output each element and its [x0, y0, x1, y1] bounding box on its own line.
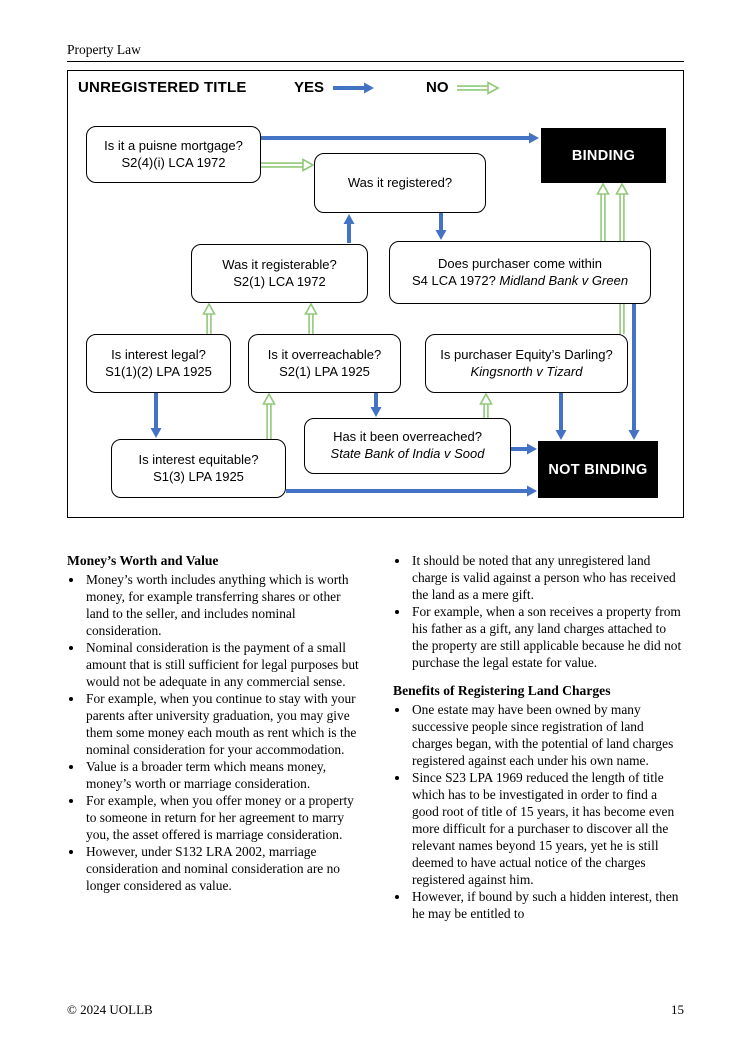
legend-no-label: NO [426, 79, 449, 96]
node-subtext: S2(1) LPA 1925 [279, 363, 370, 379]
bullet-item: • It should be noted that any unregistered land charge is valid against a person who has received the land as a mere gift. [410, 552, 685, 603]
right-column [393, 552, 685, 922]
node-overreached [304, 418, 511, 474]
footer-page-number: 15 [671, 1002, 684, 1017]
bullet-item: • Value is a broader term which means money, money’s worth or marriage consideration. [84, 758, 361, 792]
bullet-item: • For example, when a son receives a property from his father as a gift, any land charges attached to the property are still applicable because he did not purchase the legal estate for value. [410, 603, 685, 671]
yes-arrow-icon [332, 81, 378, 95]
node-was-it-registerable [191, 244, 368, 303]
node-overreachable [248, 334, 401, 393]
bullet-list [67, 571, 361, 894]
left-column [67, 552, 361, 894]
bullet-item: • Nominal consideration is the payment of a small amount that is still sufficient for legal purposes but would not be adequate in any commercial sense. [84, 639, 361, 690]
node-text: Is it overreachable? [267, 346, 382, 362]
bullet-list [393, 701, 685, 922]
flowchart-title: UNREGISTERED TITLE [78, 79, 247, 96]
bullet-item: • Since S23 LPA 1969 reduced the length of title which has to be investigated in order to find a good root of title of 15 years, it has become even more difficult for a purchaser to discover all the relevant names beyond 15 years, yet he is still deemed to have actual notice of the charges registered against him. [410, 769, 685, 888]
node-not-binding: NOT BINDING [538, 441, 658, 498]
node-text: Is it a puisne mortgage? [104, 137, 243, 153]
node-puisne-mortgage [86, 126, 261, 183]
flowchart [67, 70, 684, 518]
node-subtext: S2(4)(i) LCA 1972 [121, 154, 226, 170]
node-text: Is purchaser Equity’s Darling? [440, 346, 613, 362]
node-was-it-registered [314, 153, 486, 213]
no-arrow-icon [456, 81, 502, 95]
node-subtext: S1(1)(2) LPA 1925 [105, 363, 212, 379]
node-binding: BINDING [541, 128, 666, 183]
node-interest-equitable [111, 439, 286, 498]
case-name: Midland Bank v Green [499, 272, 629, 288]
node-text: Does purchaser come within [437, 255, 603, 271]
page-header: Property Law [67, 42, 141, 57]
bullet-item: • For example, when you offer money or a property to someone in return for her agreement to marry you, the asset offered is marriage consideration. [84, 792, 361, 843]
footer-copyright: © 2024 UOLLB [67, 1002, 153, 1017]
bullet-item: • For example, when you continue to stay with your parents after university graduation, you may give them some money each mouth as rent which is the nominal consideration for your accommodation. [84, 690, 361, 758]
node-interest-legal [86, 334, 231, 393]
legend-yes-label: YES [294, 79, 325, 96]
header-rule [67, 61, 684, 62]
bullet-item: • However, if bound by such a hidden interest, then he may be entitled to [410, 888, 685, 922]
node-subtext: S2(1) LCA 1972 [233, 273, 326, 289]
node-text: Is interest legal? [111, 346, 206, 362]
bullet-item: • Money’s worth includes anything which is worth money, for example transferring shares or other land to the seller, and includes nominal consideration. [84, 571, 361, 639]
case-name: State Bank of India v Sood [330, 446, 485, 461]
node-text: Has it been overreached? [333, 429, 482, 445]
node-subtext: S4 LCA 1972? Midland Bank v Green [411, 272, 629, 288]
node-subtext [331, 446, 485, 463]
node-subtext [471, 364, 583, 381]
bullet-item: • One estate may have been owned by many successive people since registration of land charges began, with the potential of land charges registered against each under his own name. [410, 701, 685, 769]
section-heading: Money’s Worth and Value [67, 553, 219, 568]
node-equitys-darling [425, 334, 628, 393]
section-heading: Benefits of Registering Land Charges [393, 683, 611, 698]
node-subtext: S1(3) LPA 1925 [153, 468, 244, 484]
case-name: Kingsnorth v Tizard [470, 363, 583, 379]
bullet-list [393, 552, 685, 671]
node-text: Is interest equitable? [138, 451, 259, 467]
node-purchaser-s4 [389, 241, 651, 304]
node-text: Was it registerable? [222, 256, 337, 272]
node-text: Was it registered? [347, 174, 453, 190]
bullet-item: • However, under S132 LRA 2002, marriage consideration and nominal consideration are no longer considered as value. [84, 843, 361, 894]
